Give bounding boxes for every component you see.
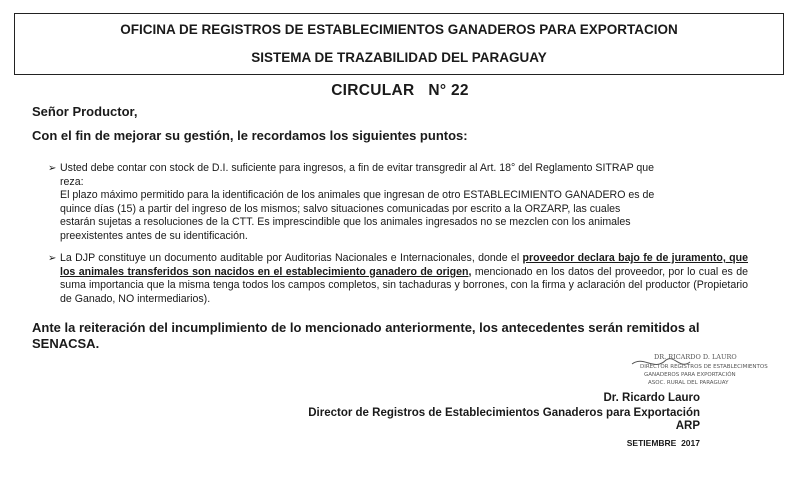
stamp-line: DIRECTOR REGISTROS DE ESTABLECIMIENTOS	[640, 364, 768, 370]
signature-stamp	[630, 350, 780, 390]
signer-role: Director de Registros de Establecimientos Ganaderos para Exportación	[308, 407, 700, 419]
stamp-line: ASOC. RURAL DEL PARAGUAY	[648, 380, 729, 386]
point-1-line: El plazo máximo permitido para la identificación de los animales que ingresan de otro ESTABLECIMIENTO GANADERO es de	[60, 189, 655, 202]
arrow-bullet-icon: ➢	[48, 253, 57, 264]
circular-title: CIRCULAR N° 22	[331, 82, 469, 99]
document-date: SETIEMBRE 2017	[626, 438, 700, 448]
arrow-bullet-icon: ➢	[48, 163, 57, 174]
point-2-body	[60, 252, 748, 306]
stamp-line: GANADEROS PARA EXPORTACIÓN	[644, 372, 736, 378]
signer-org: ARP	[675, 420, 700, 432]
stamp-line: DR. RICARDO D. LAURO	[654, 353, 737, 361]
point-1-body	[60, 162, 748, 244]
point-2-suffix: mencionado en los datos del proveedor, por lo cual es de suma importancia que la misma tenga todos los campos completos, sin tachaduras y borrones, con la firma y aclaración del productor (Propietario de Ganado, NO intermediarios).	[60, 265, 748, 305]
office-title: OFICINA DE REGISTROS DE ESTABLECIMIENTOS GANADEROS PARA EXPORTACION	[120, 22, 678, 37]
point-1-line: reza:	[60, 175, 84, 188]
point-2-emphasis: proveedor declara bajo fe de juramento, que los animales transferidos son nacidos en el establecimiento ganadero de origen,	[60, 252, 748, 278]
point-1-line: estarán sujetas a resoluciones de la CTT. Es imprescindible que los animales ingresados no se mezclen con los animales	[60, 216, 631, 229]
point-1-line: Usted debe contar con stock de D.I. suficiente para ingresos, a fin de evitar transgredir al Art. 18° del Reglamento SITRAP que	[60, 162, 655, 174]
salutation: Señor Productor,	[32, 104, 138, 119]
point-2-prefix: La DJP constituye un documento auditable por Auditorias Nacionales e Internacionales, donde el	[60, 252, 523, 264]
header-box	[14, 13, 784, 75]
intro-text: Con el fin de mejorar su gestión, le recordamos los siguientes puntos:	[32, 128, 468, 143]
point-1-line: preexistentes antes de su identificación.	[60, 229, 248, 242]
closing-text: Ante la reiteración del incumplimiento de lo mencionado anteriormente, los antecedentes serán remitidos al SENACSA.	[32, 320, 700, 351]
signer-name: Dr. Ricardo Lauro	[603, 392, 700, 404]
system-title: SISTEMA DE TRAZABILIDAD DEL PARAGUAY	[251, 50, 547, 65]
point-1-line: quince días (15) a partir del ingreso de los mismos; salvo situaciones comunicadas por escrito a la ORZARP, las cuales	[60, 202, 621, 215]
